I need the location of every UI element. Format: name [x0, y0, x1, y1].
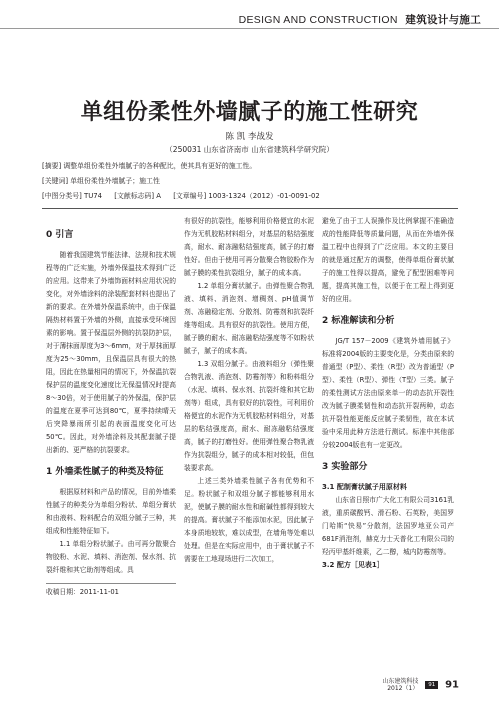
clc-number: [中图分类号] TU74 — [42, 192, 103, 200]
paragraph: 上述三类外墙柔性腻子各有优势和不足。粉状腻子和双组分腻子都能够利用水泥，使腻子膜的耐水性和耐碱性都得到较大的提高。膏状腻子不能添加水泥，因此腻子本身质地较软，难以成型，在墙角等处难以处理。但是在实际应用中，由于膏状腻子不需要在工地现场进行二次加工， — [184, 477, 314, 563]
section-heading-2: 2 标准解读和分析 — [322, 316, 395, 326]
paragraph: 1.3 双组分腻子。由液料组分（弹性聚合物乳液、消泡剂、防霉剂等）和粉料组分（水泥、填料、保水剂、抗裂纤维和其它助剂等）组成，具有很好的抗裂性，可利用价格便宜的水泥作为无机胶粘材料组分，对基层的粘结强度高，耐水、耐冻融粘结强度高，腻子的打磨性好。使用弹性聚合物乳液作为抗裂组分，腻子的成本相对较低，但包装要求高。 — [184, 360, 314, 472]
abstract-text: 调整单组份柔性外墙腻子的各种配比，使其具有更好的施工性。 — [63, 162, 257, 170]
abstract — [42, 160, 462, 173]
meta-rule — [42, 208, 458, 209]
section-heading-1: 1 外墙柔性腻子的种类及特征 — [46, 467, 164, 477]
journal-issue: 2012（1） — [387, 685, 419, 692]
column-1 — [46, 215, 176, 599]
authors: 陈 凯 李战发 — [225, 132, 274, 142]
page-badge: 91 — [425, 681, 438, 689]
keywords-text: 单组份柔性外墙腻子；施工性 — [70, 177, 160, 185]
article-number: [文章编号] 1003-1324（2012）-01-0091-02 — [173, 192, 320, 200]
section-heading-intro: 0 引言 — [46, 230, 74, 240]
paragraph: 1.2 单组分膏状腻子。由弹性聚合物乳液、填料、消泡剂、增稠剂、pH值调节剂、冻融稳定剂、分散剂、防霉剂和抗裂纤维等组成。具有很好的抗裂性。使用方便，腻子膜的耐水、耐冻融粘结强度等不如粉状腻子，腻子的成本高。 — [184, 282, 314, 355]
running-header — [239, 12, 481, 27]
page-footer — [382, 678, 459, 692]
affiliation: （250031 山东省济南市 山东省建筑科学研究院） — [165, 145, 334, 154]
column-3 — [322, 215, 454, 572]
header-rule — [0, 28, 499, 29]
article-title: 单组份柔性外墙腻子的施工性研究 — [80, 100, 419, 125]
subsection-heading-3-2: 3.2 配方［见表1］ — [322, 561, 384, 569]
column-2 — [184, 215, 314, 566]
running-header-en: DESIGN AND CONSTRUCTION — [238, 14, 398, 26]
abstract-label: [摘要] — [42, 162, 62, 170]
paragraph: 避免了由于工人误操作及比例掌握不准确造成的性能降低等质量问题，从而在外墙外保温工程中也得到了广泛应用。本文的主要目的就是通过配方的调整，使得单组份膏状腻子的施工性得以提高，避免了配型困难等问题，提高其施工性，以便于在工程上得到更好的应用。 — [322, 217, 454, 303]
paragraph: 随着我国建筑节能法律、法规和技术规程等的广泛实施，外墙外保温技术得到广泛的应用。这带来了外墙饰面材料应用状况的变化，对外墙涂料的涂装配套材料也提出了新的要求。在外墙外保温系统中，由于保温隔热材料置于外墙的外侧，直接承受环境因素的影响。置于保温层外侧的抗裂防护层，对于薄抹面厚度为3～6mm，对于厚抹面厚度为25～30mm，且保温层具有很大的热阻，因此在热量相同的情况下，外保温抗裂保护层的温度变化速度比无保温情况时提高8～30倍，对于使用腻子的外保温，保护层的温度在夏季可达到80℃，夏季持续晴天后突降暴雨所引起的表面温度变化可达50℃。因此，对外墙涂料及其配套腻子提出新的、更严格的抗裂要求。 — [46, 251, 176, 454]
doc-code: [文献标志码] A — [114, 192, 161, 200]
paragraph: JG/T 157－2009《建筑外墙用腻子》标准将2004版的主要变化是，分类由原来的普通型（P型）、柔性（R型）改为普通型（P型）、柔性（R型）、弹性（T型）三类。腻子的柔性测试方法由原来单一的动态抗开裂性改为腻子膜柔韧性和动态抗开裂两种，动态抗开裂性能更能反应腻子柔韧性，故在本试验中采用此种方法进行测试。标准中其他部分较2004版也有一定更改。 — [322, 337, 454, 449]
journal-name — [382, 678, 418, 692]
journal-name-line1: 山东建筑科技 — [382, 678, 419, 685]
classification — [42, 190, 462, 203]
page-number: 91 — [445, 679, 459, 691]
paragraph: 1.1 单组分粉状腻子。由可再分散聚合物胶粉、水泥、填料、消泡剂、保水剂、抗裂纤维和其它助剂等组成。具 — [46, 540, 176, 574]
subsection-heading-3-1: 3.1 配制膏状腻子用原材料 — [322, 483, 407, 491]
running-header-cn: 建筑设计与施工 — [405, 14, 481, 26]
section-heading-3: 3 实验部分 — [322, 462, 368, 472]
paragraph: 根据原材料和产品的情况，目前外墙柔性腻子的种类分为单组分粉状、单组分膏状和由液料、粉料配合的双组分腻子三种，其组成和性能特征如下。 — [46, 488, 176, 535]
keywords — [42, 175, 462, 188]
keywords-label: [关键词] — [42, 177, 69, 185]
paragraph: 山东省日照市广大化工有限公司3161乳液，重质碳酸钙、滑石粉、石英粉，美国罗门哈斯“快易”分散剂，法国罗地亚公司产681F消泡剂，赫克力士天普化工有限公司的羟丙甲基纤维素，乙二醇，城内防霉剂等。 — [322, 496, 454, 556]
paragraph: 有很好的抗裂性，能够利用价格便宜的水泥作为无机胶粘材料组分，对基层的粘结强度高，耐水、耐冻融粘结强度高，腻子的打磨性好。但由于使用可再分散聚合物胶粉作为腻子膜的柔性抗裂组分，腻子的成本高。 — [184, 217, 314, 277]
received-date: 收稿日期：2011-11-01 — [46, 583, 176, 599]
